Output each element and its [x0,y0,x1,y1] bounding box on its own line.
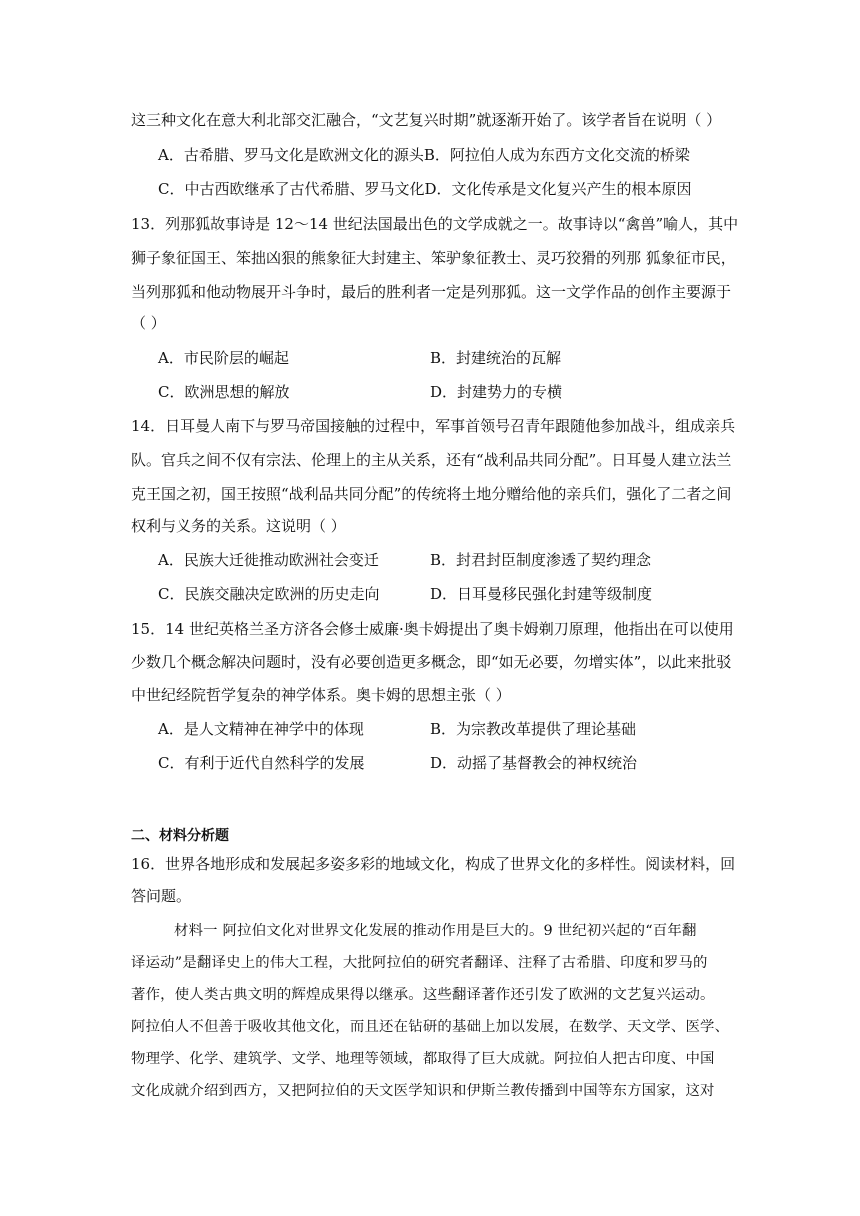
section-heading: 二、材料分析题 [131,828,229,844]
q15-line-1: 15．14 世纪英格兰圣方济各会修士威廉·奥卡姆提出了奥卡姆剃刀原理，他指出在可以使用 [131,620,734,638]
q16-line-2: 答问题。 [131,887,192,905]
q14-line-1: 14．日耳曼人南下与罗马帝国接触的过程中，军事首领号召青年跟随他参加战斗，组成亲兵 [131,417,736,435]
q12-option-d[interactable]: D．文化传承是文化复兴产生的根本原因 [424,180,692,198]
material-line-1: 材料一 阿拉伯文化对世界文化发展的推动作用是巨大的。9 世纪初兴起的“百年翻 [174,923,697,939]
q15-line-2: 少数几个概念解决问题时，没有必要创造更多概念，即“如无必要，勿增实体”，以此来批驳 [131,653,732,671]
q12-option-c[interactable]: C．中古西欧继承了古代希腊、罗马文化D．文化传承是文化复兴产生的根本原因 [158,180,692,198]
q13-line-2: 狮子象征国王、笨拙凶狠的熊象征大封建主、笨驴象征教士、灵巧狡猾的列那 狐象征市民， [131,249,736,267]
q12-option-b[interactable]: B．阿拉伯人成为东西方文化交流的桥梁 [423,146,690,164]
q14-option-c[interactable]: C．民族交融决定欧洲的历史走向 [158,585,380,603]
q15-line-3: 中世纪经院哲学复杂的神学体系。奥卡姆的思想主张（ ） [131,686,511,704]
q15-option-a[interactable]: A．是人文精神在神学中的体现 [158,720,364,738]
q14-line-3: 克王国之初，国王按照“战利品共同分配”的传统将土地分赠给他的亲兵们，强化了二者之间 [131,485,732,503]
material-line-4: 阿拉伯人不但善于吸收其他文化，而且还在钻研的基础上加以发展，在数学、天文学、医学、 [131,1019,730,1035]
q13-option-b[interactable]: B．封建统治的瓦解 [430,349,562,367]
q13-option-a[interactable]: A．市民阶层的崛起 [158,349,289,367]
material-line-3: 著作，使人类古典文明的辉煌成果得以继承。这些翻译著作还引发了欧洲的文艺复兴运动。 [131,987,715,1003]
q14-line-2: 队。官兵之间不仅有宗法、伦理上的主从关系，还有“战利品共同分配”。日耳曼人建立法兰 [131,451,732,469]
q14-option-b[interactable]: B．封君封臣制度渗透了契约理念 [430,551,652,569]
q14-line-4: 权利与义务的关系。这说明（ ） [131,517,346,535]
material-line-2: 译运动”是翻译史上的伟大工程，大批阿拉伯的研究者翻译、注释了古希腊、印度和罗马的 [131,955,708,971]
q13-line-4: （ ） [131,314,166,332]
q13-line-3: 当列那狐和他动物展开斗争时，最后的胜利者一定是列那狐。这一文学作品的创作主要源于 [131,283,732,301]
q12-stem-tail: 这三种文化在意大利北部交汇融合，“文艺复兴时期”就逐渐开始了。该学者旨在说明（ ） [131,111,722,129]
q15-option-b[interactable]: B．为宗教改革提供了理论基础 [430,720,637,738]
q14-option-d[interactable]: D．日耳曼移民强化封建等级制度 [430,585,653,603]
q13-option-c[interactable]: C．欧洲思想的解放 [158,383,290,401]
q14-option-a[interactable]: A．民族大迁徙推动欧洲社会变迁 [158,551,379,569]
material-line-6: 文化成就介绍到西方，又把阿拉伯的天文医学知识和伊斯兰教传播到中国等东方国家，这对 [131,1083,715,1099]
q16-line-1: 16．世界各地形成和发展起多姿多彩的地域文化，构成了世界文化的多样性。阅读材料，回 [131,855,736,873]
q13-option-d[interactable]: D．封建势力的专横 [430,383,563,401]
q15-option-d[interactable]: D．动摇了基督教会的神权统治 [430,754,638,772]
material-line-5: 物理学、化学、建筑学、文学、地理等领域，都取得了巨大成就。阿拉伯人把古印度、中国 [131,1051,715,1067]
q13-line-1: 13．列那狐故事诗是 12～14 世纪法国最出色的文学成就之一。故事诗以“禽兽”喻人，其中 [131,215,739,233]
q12-option-a[interactable]: A．古希腊、罗马文化是欧洲文化的源头B．阿拉伯人成为东西方文化交流的桥梁 [158,146,690,164]
q15-option-c[interactable]: C．有利于近代自然科学的发展 [158,754,365,772]
